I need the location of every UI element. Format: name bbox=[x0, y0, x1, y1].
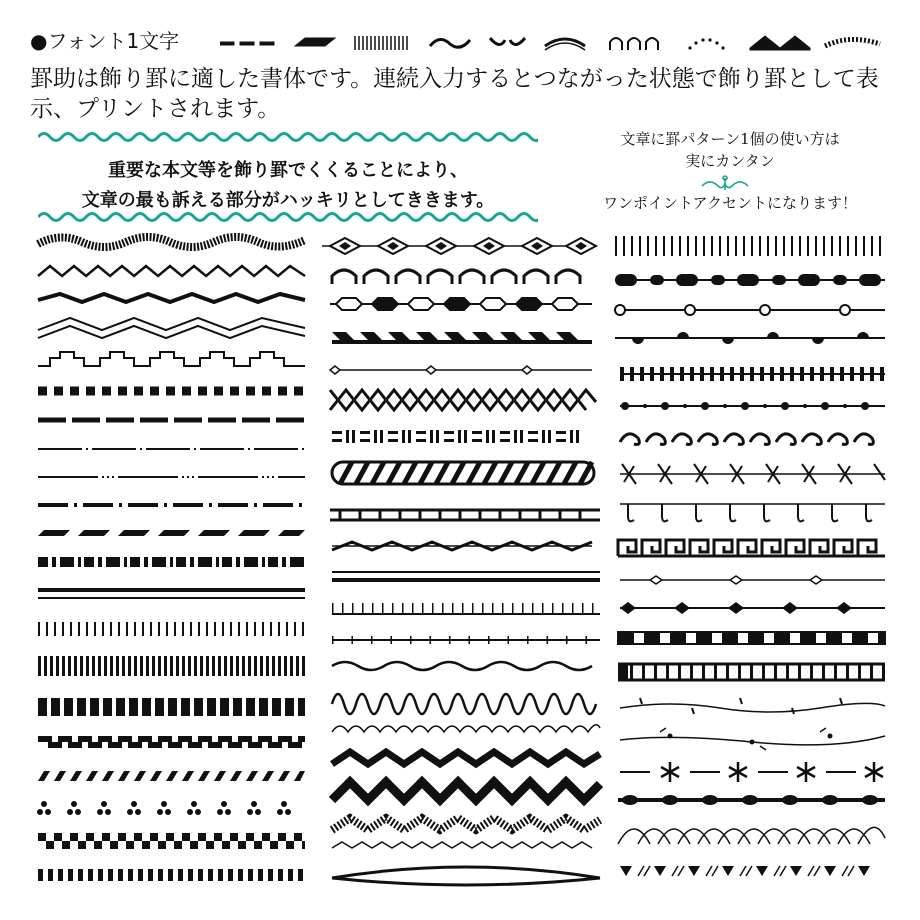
tip-box bbox=[560, 128, 900, 214]
pattern-samples-svg bbox=[30, 228, 900, 898]
pattern-sample-panel bbox=[30, 228, 900, 898]
callout-line-2: 文章の最も訴える部分がハッキリとしてききます。 bbox=[81, 190, 495, 211]
callout-top-border bbox=[38, 130, 538, 144]
tip-ornament-icon bbox=[700, 174, 750, 194]
middle-column-patterns bbox=[322, 238, 600, 885]
header-pattern-samples bbox=[220, 28, 900, 58]
callout-line-1: 重要な本文等を飾り罫でくくることにより、 bbox=[108, 160, 468, 181]
callout-box bbox=[38, 156, 538, 216]
left-column-patterns bbox=[37, 237, 305, 875]
right-column-patterns bbox=[615, 246, 885, 876]
header-font-label: ●フォント1文字 bbox=[30, 29, 180, 53]
tip-line-1: 文章に罫パターン1個の使い方は bbox=[620, 130, 840, 148]
callout-bottom-border bbox=[38, 210, 538, 224]
intro-paragraph: 罫助は飾り罫に適した書体です。連続入力するとつながった状態で飾り罫として表示、プリントされます。 bbox=[30, 66, 879, 122]
tip-line-3: ワンポイントアクセントになります！ bbox=[602, 194, 858, 212]
tip-line-2: 実にカンタン bbox=[685, 152, 775, 170]
